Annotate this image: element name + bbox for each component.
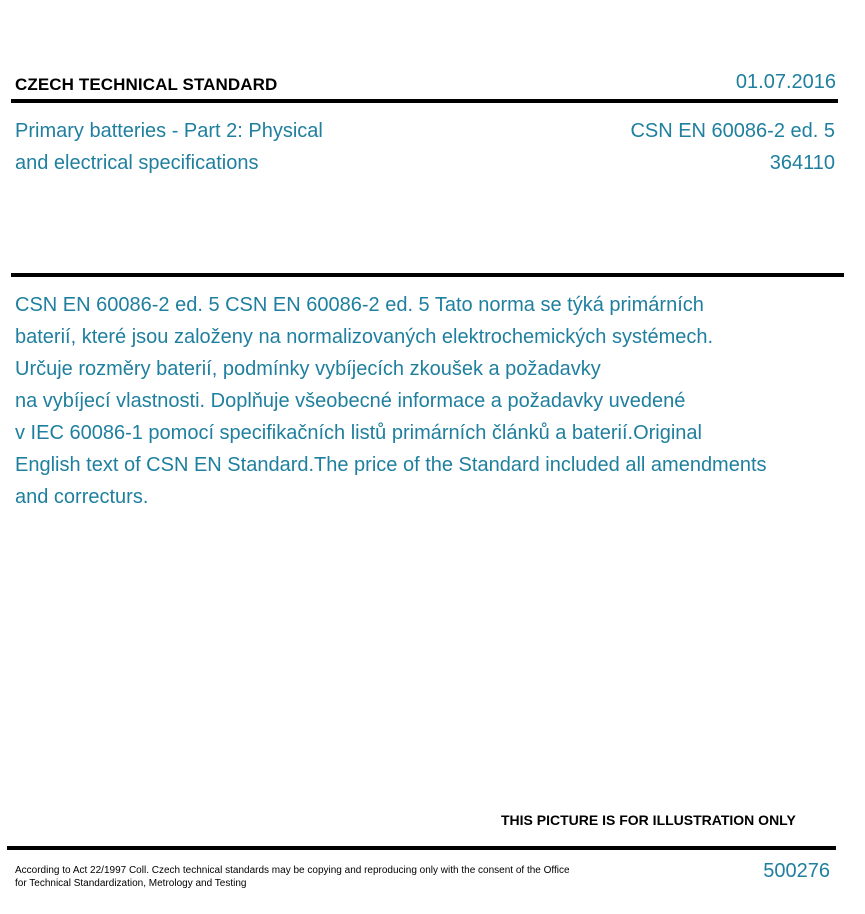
- description-line: Určuje rozměry baterií, podmínky vybíjecích zkoušek a požadavky: [15, 358, 601, 380]
- description-line: baterií, které jsou založeny na normalizovaných elektrochemických systémech.: [15, 326, 714, 348]
- legal-notice-line: for Technical Standardization, Metrology and Testing: [15, 878, 247, 889]
- description-line: CSN EN 60086-2 ed. 5 CSN EN 60086-2 ed. 5 Tato norma se týká primárních: [15, 294, 704, 316]
- standard-code: CSN EN 60086-2 ed. 5: [630, 120, 835, 142]
- description-line: na vybíjecí vlastnosti. Doplňuje všeobecné informace a požadavky uvedené: [15, 390, 686, 412]
- header-divider: [11, 99, 838, 103]
- legal-notice: [15, 864, 595, 890]
- classification-number: 364110: [769, 152, 835, 174]
- publication-date: 01.07.2016: [735, 71, 836, 93]
- description-line: v IEC 60086-1 pomocí specifikačních listů primárních článků a baterií.Original: [15, 422, 702, 444]
- standard-description: [15, 289, 835, 513]
- standard-identifiers: [630, 115, 835, 179]
- section-divider: [11, 273, 844, 277]
- document-type-label: CZECH TECHNICAL STANDARD: [15, 75, 278, 94]
- footer-divider: [7, 846, 836, 850]
- illustration-disclaimer: THIS PICTURE IS FOR ILLUSTRATION ONLY: [501, 812, 796, 828]
- description-line: English text of CSN EN Standard.The price of the Standard included all amendments: [15, 454, 767, 476]
- catalog-number: 500276: [763, 860, 830, 882]
- description-line: and correcturs.: [15, 486, 149, 508]
- legal-notice-line: According to Act 22/1997 Coll. Czech technical standards may be copying and reproducing only with the consent of the Office: [15, 865, 570, 876]
- standard-title-line: and electrical specifications: [15, 152, 259, 174]
- standard-title-line: Primary batteries - Part 2: Physical: [15, 120, 323, 142]
- standard-title: [15, 115, 435, 179]
